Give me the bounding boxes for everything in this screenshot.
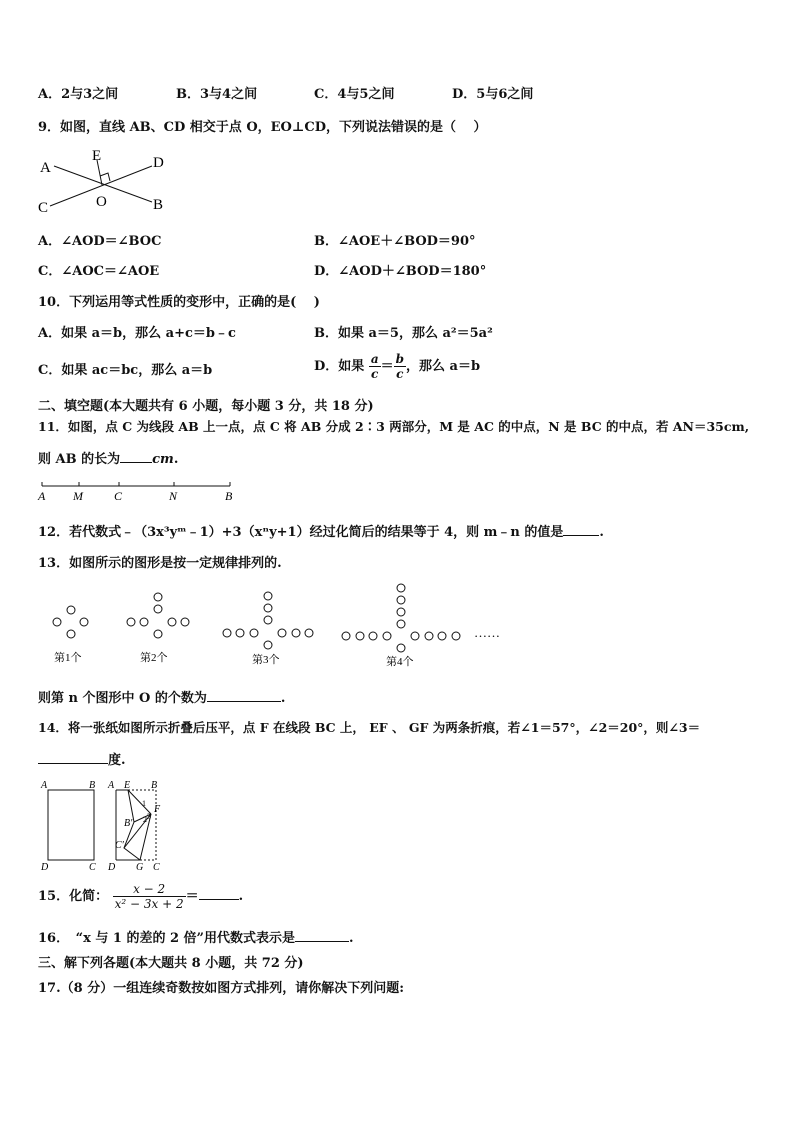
q11-point-b: B xyxy=(225,489,233,503)
q16-answer-blank xyxy=(295,929,349,942)
q14-fig2-c: C xyxy=(153,862,160,873)
q8-option-b: B．3与4之间 xyxy=(176,87,258,102)
q11-point-a: A xyxy=(38,489,46,503)
q15-fraction xyxy=(113,882,186,911)
q10-equals: ＝ xyxy=(380,359,394,374)
q10-stem: 10．下列运用等式性质的变形中，正确的是( ) xyxy=(38,295,320,310)
q10-frac-den-c2: c xyxy=(396,367,404,381)
q8-option-c: C．4与5之间 xyxy=(314,87,395,102)
q9-label-o: O xyxy=(96,194,107,210)
q11-answer-blank xyxy=(120,450,152,463)
q14-fig2-b-prime: B′ xyxy=(124,818,133,829)
q14-angle-1: 1 xyxy=(142,799,146,808)
q10-frac-num-a: a xyxy=(370,352,379,366)
q14-line1: 14．将一张纸如图所示折叠后压平，点 F 在线段 BC 上， EF 、 GF 为两条折痕，若∠1＝57°，∠2＝20°，则∠3＝ xyxy=(38,720,701,735)
q14-unit: 度. xyxy=(108,753,126,768)
q13-answer-prefix: 则第 n 个图形中 O 的个数为 xyxy=(38,691,207,706)
q13-caption-3: 第3个 xyxy=(252,654,280,666)
q12-text xyxy=(38,521,604,540)
q14-fig2-c-prime: C′ xyxy=(115,840,124,851)
q10-option-a: A．如果 a＝b，那么 a+c＝b﹣c xyxy=(38,326,236,341)
q14-fig1-d: D xyxy=(41,862,49,873)
q14-angle-2: 2 xyxy=(143,815,147,824)
q10-option-d-suffix: ，那么 a＝b xyxy=(406,359,481,374)
q9-label-b: B xyxy=(153,197,164,213)
q13-caption-2: 第2个 xyxy=(140,652,168,664)
q14-line2 xyxy=(38,749,126,768)
q14-fig2-e: E xyxy=(124,780,131,791)
q11-point-c: C xyxy=(114,489,123,503)
q14-fig1-b: B xyxy=(89,780,96,791)
q14-answer-blank xyxy=(38,751,108,764)
q16-stem: 16． “x 与 1 的差的 2 倍”用代数式表示是 xyxy=(38,931,296,946)
q15-denominator: x² − 3x + 2 xyxy=(114,897,184,911)
q10-option-d xyxy=(314,349,480,385)
q10-fraction-b-over-c xyxy=(394,352,406,381)
q14-fig2-a: A xyxy=(108,780,115,791)
q9-label-c: C xyxy=(38,200,49,215)
q14-fig1-c: C xyxy=(89,862,96,873)
q8-option-a: A．2与3之间 xyxy=(38,87,119,102)
q11-segment-figure xyxy=(36,478,241,504)
q14-fig2-b: B xyxy=(151,780,158,791)
q10-option-d-prefix: D．如果 xyxy=(314,359,365,374)
q11-line1: 11．如图，点 C 为线段 AB 上一点，点 C 将 AB 分成 2∶3 两部分，M 是 AC 的中点，N 是 BC 的中点，若 AN＝35cm, xyxy=(38,419,750,434)
q12-answer-blank xyxy=(563,523,599,536)
q15-numerator: x − 2 xyxy=(113,882,186,897)
q13-ellipsis: …… xyxy=(474,625,500,640)
q13-caption-1: 第1个 xyxy=(54,652,82,664)
q11-period: . xyxy=(173,452,179,467)
q15-line xyxy=(38,878,243,916)
q14-fig2-g: G xyxy=(136,862,144,873)
q14-fig2-d: D xyxy=(108,862,116,873)
q9-label-d: D xyxy=(153,155,164,171)
q13-caption-4: 第4个 xyxy=(386,656,414,668)
q10-frac-den-c: c xyxy=(371,367,379,381)
q11-unit: cm xyxy=(152,452,174,467)
q14-fold-figure xyxy=(38,776,178,874)
q9-figure xyxy=(34,140,184,215)
q13-period: . xyxy=(280,691,286,706)
q11-point-m: M xyxy=(73,489,83,503)
q8-option-d: D．5与6之间 xyxy=(452,87,534,102)
q13-pattern-figure xyxy=(40,578,510,670)
q15-answer-blank xyxy=(199,887,239,900)
q15-prefix: 15．化简： xyxy=(38,889,109,904)
section-2-heading: 二、填空题(本大题共有 6 小题，每小题 3 分，共 18 分) xyxy=(38,399,374,414)
section-3-heading: 三、解下列各题(本大题共 8 小题，共 72 分) xyxy=(38,956,304,971)
q14-fig2-f: F xyxy=(154,804,161,815)
q16-line xyxy=(38,927,354,946)
q11-line2 xyxy=(38,448,178,467)
q10-frac-num-b: b xyxy=(395,352,404,366)
q12-stem: 12．若代数式﹣（3x³yᵐ﹣1）+3（xⁿy+1）经过化简后的结果等于 4，则 m﹣n 的值是 xyxy=(38,525,564,540)
q10-fraction-a-over-c xyxy=(369,352,381,381)
q9-option-a: A．∠AOD＝∠BOC xyxy=(38,234,162,249)
q14-fig1-a: A xyxy=(41,780,48,791)
q9-label-a: A xyxy=(40,160,51,176)
q16-period: . xyxy=(349,931,354,946)
q10-option-c: C．如果 ac＝bc，那么 a＝b xyxy=(38,363,213,378)
q14-angle-3: 3 xyxy=(147,812,151,821)
q9-option-c: C．∠AOC＝∠AOE xyxy=(38,264,160,279)
q9-label-e: E xyxy=(92,148,102,164)
q9-stem: 9．如图，直线 AB、CD 相交于点 O，EO⊥CD，下列说法错误的是（ ） xyxy=(38,120,487,135)
q12-period: . xyxy=(599,525,604,540)
q11-point-n: N xyxy=(169,489,178,503)
q17-stem: 17.（8 分）一组连续奇数按如图方式排列，请你解决下列问题: xyxy=(38,981,404,996)
q13-stem: 13．如图所示的图形是按一定规律排列的. xyxy=(38,556,282,571)
q9-option-b: B．∠AOE＋∠BOD＝90° xyxy=(314,234,476,249)
q9-option-d: D．∠AOD＋∠BOD＝180° xyxy=(314,264,487,279)
q15-period: . xyxy=(238,889,244,904)
q13-answer-line xyxy=(38,687,285,706)
q15-equals: ＝ xyxy=(185,889,199,904)
q13-answer-blank xyxy=(207,689,281,702)
q11-line2-prefix: 则 AB 的长为 xyxy=(38,452,121,467)
q10-option-b: B．如果 a＝5，那么 a²＝5a² xyxy=(314,326,493,341)
